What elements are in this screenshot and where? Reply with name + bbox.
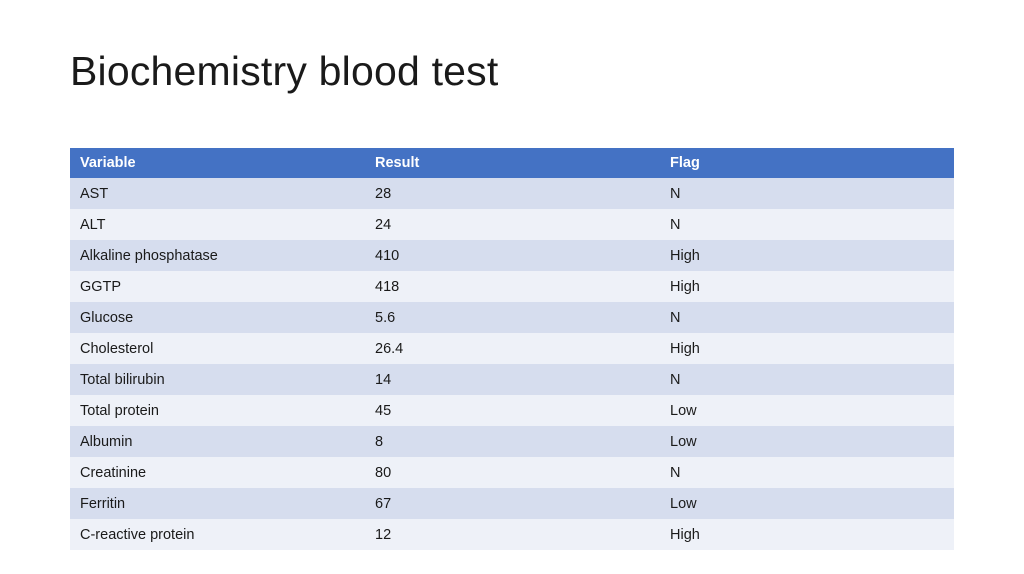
cell-flag: Low [660,488,954,519]
cell-result: 8 [365,426,660,457]
cell-flag: N [660,209,954,240]
cell-result: 26.4 [365,333,660,364]
cell-variable: Cholesterol [70,333,365,364]
table-row [70,457,954,488]
cell-result: 24 [365,209,660,240]
biochemistry-results-table [70,148,954,550]
cell-variable: ALT [70,209,365,240]
cell-variable: Creatinine [70,457,365,488]
column-header-result: Result [365,148,660,178]
cell-result: 28 [365,178,660,209]
cell-flag: Low [660,395,954,426]
cell-flag: High [660,519,954,550]
cell-result: 45 [365,395,660,426]
cell-flag: High [660,240,954,271]
table-row [70,488,954,519]
cell-flag: N [660,364,954,395]
table-row [70,395,954,426]
cell-result: 410 [365,240,660,271]
table-row [70,333,954,364]
table-row [70,426,954,457]
table-row [70,271,954,302]
table-body [70,178,954,550]
cell-variable: GGTP [70,271,365,302]
page-title: Biochemistry blood test [70,48,499,94]
table-row [70,178,954,209]
cell-result: 418 [365,271,660,302]
cell-flag: N [660,178,954,209]
cell-result: 80 [365,457,660,488]
cell-result: 14 [365,364,660,395]
table-row [70,302,954,333]
cell-variable: C-reactive protein [70,519,365,550]
table-row [70,364,954,395]
results-table-container [70,148,954,550]
cell-flag: Low [660,426,954,457]
cell-result: 12 [365,519,660,550]
table-header [70,148,954,178]
cell-flag: High [660,333,954,364]
cell-variable: Alkaline phosphatase [70,240,365,271]
cell-variable: Ferritin [70,488,365,519]
cell-flag: N [660,302,954,333]
cell-flag: N [660,457,954,488]
column-header-flag: Flag [660,148,954,178]
cell-variable: Glucose [70,302,365,333]
table-row [70,519,954,550]
cell-flag: High [660,271,954,302]
cell-variable: Total protein [70,395,365,426]
column-header-variable: Variable [70,148,365,178]
table-row [70,240,954,271]
cell-result: 67 [365,488,660,519]
cell-variable: AST [70,178,365,209]
table-row [70,209,954,240]
table-header-row [70,148,954,178]
cell-variable: Albumin [70,426,365,457]
cell-result: 5.6 [365,302,660,333]
cell-variable: Total bilirubin [70,364,365,395]
